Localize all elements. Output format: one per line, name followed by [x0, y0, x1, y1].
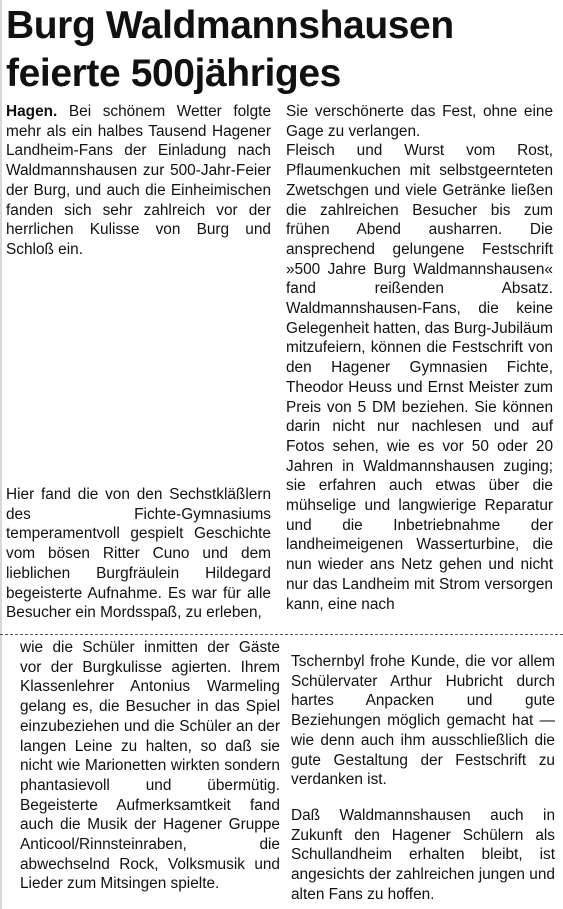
fold-divider [0, 634, 563, 635]
headline-line-1: Burg Waldmannshausen [6, 4, 454, 47]
scan-edge [0, 0, 2, 909]
column-4-continued [20, 638, 280, 894]
column-1-intro [6, 102, 271, 260]
lead-word: Hagen. [6, 103, 58, 120]
column-2 [286, 102, 553, 614]
column-3-theater [6, 485, 271, 623]
headline [6, 2, 561, 98]
intro-text: Bei schönem Wetter folgte mehr als ein halbes Tausend Hagener Landheim-Fans der Einladung nach Waldmannshausen zur 500-Jahr-Feier der Burg, und auch die Einheimischen fanden sich sehr zahlreich vor der herrlichen Kulisse von Burg und Schloß ein. [6, 103, 271, 258]
paragraph-fest: Sie verschönerte das Fest, ohne eine Gage zu verlangen. [286, 103, 553, 140]
paragraph-theater: Hier fand die von den Sechstkläßlern des Fichte-Gymnasiums temperamentvoll gespielt Geschichte vom bösen Ritter Cuno und dem lieblichen Burgfräulein Hildegard begeisterte Aufnahme. Es war für alle Besucher ein Mordsspaß, zu erleben, [6, 486, 271, 622]
paragraph-festschrift: Fleisch und Wurst vom Rost, Pflaumenkuchen mit selbstgeernteten Zwetschgen und viele Getränke ließen die zahlreichen Besucher bis zum frühen Abend ausharren. Die ansprechend gelungene Festschrift »500 Jahre Burg Waldmannshausen« fand reißenden Absatz. Waldmannshausen-Fans, die keine Gelegenheit hatten, das Burg-Jubiläum mitzufeiern, können die Festschrift von den Hagener Gymnasien Fichte, Theodor Heuss und Ernst Meister zum Preis von 5 DM beziehen. Sie können darin nicht nur nachlesen und auf Fotos sehen, wie es vor 50 oder 20 Jahren in Waldmannshausen zuging; sie erfahren auch etwas über die mühselige und langwierige Reparatur und die Inbetriebnahme der landheimeigenen Wasserturbine, die nun wieder ans Netz gehen und nicht nur das Landheim mit Strom versorgen kann, eine nach [286, 142, 553, 613]
column-5-continued [291, 652, 555, 790]
paragraph-tschernobyl: Tschernbyl frohe Kunde, die vor allem Schülervater Arthur Hubricht durch hartes Anpacken und gute Beziehungen möglich gemacht hat — wie denn auch ihm ausschließlich die gute Gestaltung der Festschrift zu verdanken ist. [291, 653, 555, 789]
headline-line-2: feierte 500jähriges [6, 52, 341, 95]
paragraph-schueler: wie die Schüler inmitten der Gäste vor der Burgkulisse agierten. Ihrem Klassenlehrer Antonius Warmeling gelang es, die Besucher in das Spiel einzubeziehen und die Schüler an der langen Leine zu halten, so daß sie nicht wie Marionetten wirkten sondern phantasievoll und übermütig. Begeisterte Aufmerksamtkeit fand auch die Musik der Hagener Gruppe Anticool/Rinnsteinraben, die abwechselnd Rock, Volksmusik und Lieder zum Mitsingen spielte. [20, 639, 280, 893]
intro-paragraph [6, 102, 271, 260]
column-6-closing [291, 806, 555, 905]
paragraph-closing: Daß Waldmannshausen auch in Zukunft den Hagener Schülern als Schullandheim erhalten bleibt, ist angesichts der zahlreichen jungen und alten Fans zu hoffen. [291, 807, 555, 903]
